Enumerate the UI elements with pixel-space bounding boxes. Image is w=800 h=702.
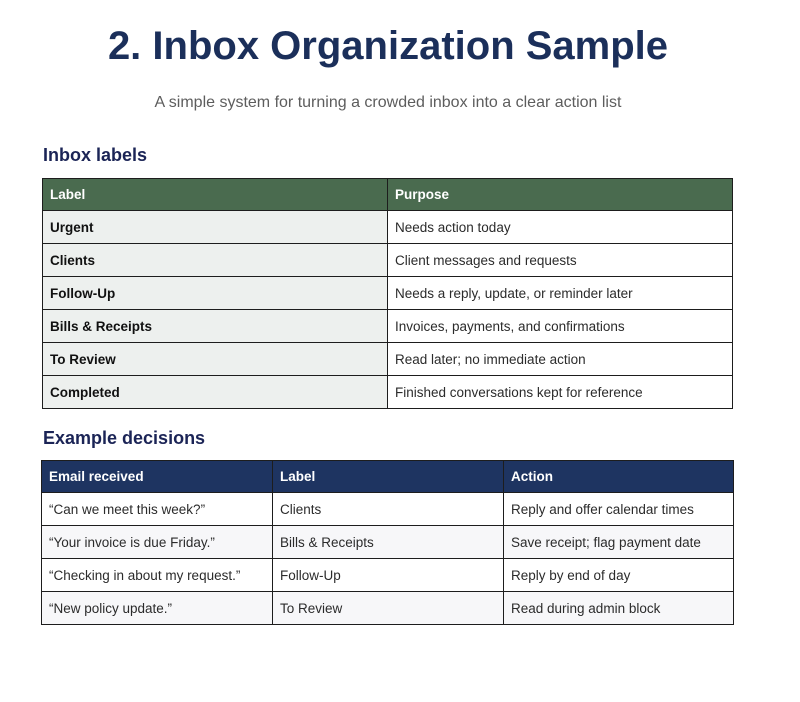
- table-row: [42, 526, 734, 559]
- purpose-cell: Finished conversations kept for reference: [388, 376, 733, 409]
- page-subtitle: A simple system for turning a crowded inbox into a clear action list: [154, 94, 622, 111]
- example-decisions-table: [41, 460, 734, 625]
- table-row: [43, 343, 733, 376]
- label-cell: Bills & Receipts: [43, 310, 388, 343]
- column-header-email-received: Email received: [42, 461, 273, 493]
- table-row: [42, 559, 734, 592]
- label-cell: Clients: [43, 244, 388, 277]
- table-row: [43, 277, 733, 310]
- table-header-row: [43, 179, 733, 211]
- column-header-purpose: Purpose: [388, 179, 733, 211]
- purpose-cell: Read later; no immediate action: [388, 343, 733, 376]
- label-cell: Follow-Up: [273, 559, 504, 592]
- email-cell: “Can we meet this week?”: [42, 493, 273, 526]
- label-cell: Follow-Up: [43, 277, 388, 310]
- label-cell: To Review: [273, 592, 504, 625]
- table-row: [43, 244, 733, 277]
- page-title: 2. Inbox Organization Sample: [107, 24, 669, 68]
- label-cell: To Review: [43, 343, 388, 376]
- purpose-cell: Invoices, payments, and confirmations: [388, 310, 733, 343]
- table-row: [43, 310, 733, 343]
- action-cell: Reply and offer calendar times: [504, 493, 734, 526]
- email-cell: “New policy update.”: [42, 592, 273, 625]
- label-cell: Completed: [43, 376, 388, 409]
- example-decisions-heading: Example decisions: [43, 428, 206, 448]
- label-cell: Clients: [273, 493, 504, 526]
- table-row: [42, 592, 734, 625]
- table-row: [43, 211, 733, 244]
- purpose-cell: Client messages and requests: [388, 244, 733, 277]
- table-header-row: [42, 461, 734, 493]
- column-header-label: Label: [43, 179, 388, 211]
- column-header-label: Label: [273, 461, 504, 493]
- action-cell: Read during admin block: [504, 592, 734, 625]
- inbox-labels-table: [42, 178, 733, 409]
- email-cell: “Your invoice is due Friday.”: [42, 526, 273, 559]
- table-row: [42, 493, 734, 526]
- inbox-labels-heading: Inbox labels: [43, 145, 148, 165]
- purpose-cell: Needs action today: [388, 211, 733, 244]
- purpose-cell: Needs a reply, update, or reminder later: [388, 277, 733, 310]
- label-cell: Urgent: [43, 211, 388, 244]
- label-cell: Bills & Receipts: [273, 526, 504, 559]
- action-cell: Reply by end of day: [504, 559, 734, 592]
- column-header-action: Action: [504, 461, 734, 493]
- action-cell: Save receipt; flag payment date: [504, 526, 734, 559]
- email-cell: “Checking in about my request.”: [42, 559, 273, 592]
- table-row: [43, 376, 733, 409]
